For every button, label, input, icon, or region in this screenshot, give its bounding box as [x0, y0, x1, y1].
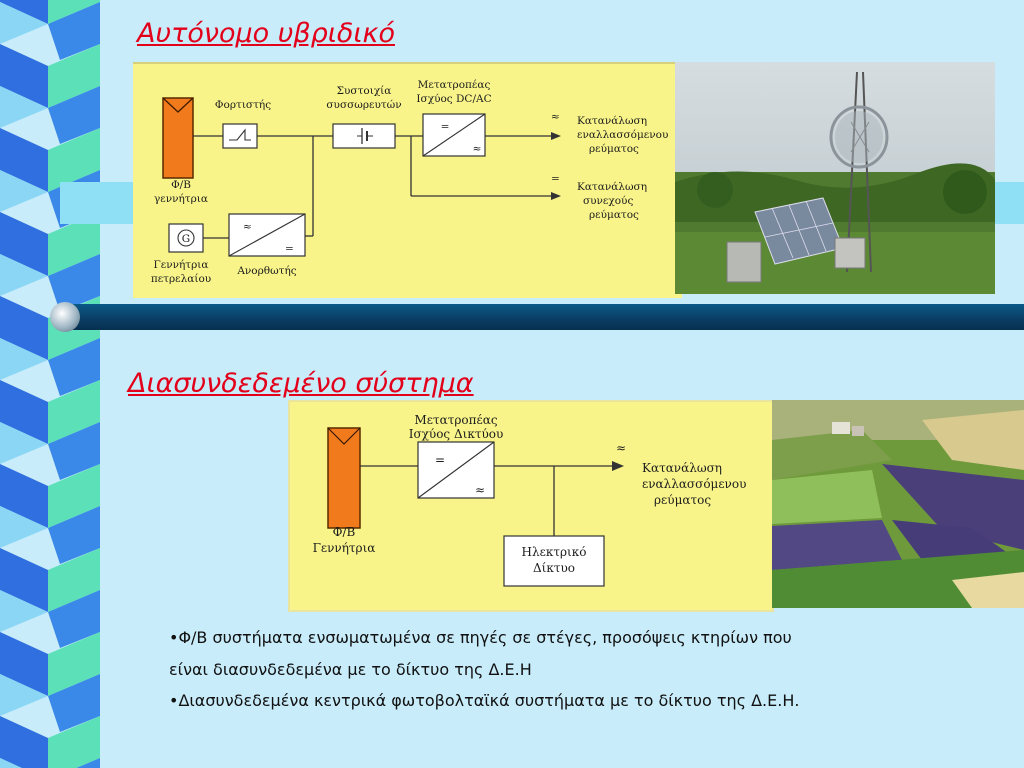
grid-label-2: Δίκτυο: [532, 561, 576, 575]
inverter-ac-symbol: ≈: [474, 483, 486, 497]
hybrid-diagram-svg: [133, 64, 682, 298]
pv-panel-icon: [328, 428, 360, 528]
inverter-dc-symbol: =: [440, 121, 450, 133]
grid-connected-diagram: [288, 400, 774, 612]
section-title-hybrid: Αυτόνομο υβριδικό: [137, 18, 395, 49]
battery-box: [333, 124, 395, 148]
rectifier-dc-symbol: =: [285, 243, 294, 255]
generator-symbol: G: [181, 233, 191, 245]
bullet-central-pv: •Διασυνδεδεμένα κεντρικά φωτοβολταϊκά συστήματα με το δίκτυο της Δ.Ε.Η.: [169, 691, 800, 710]
pv-label-1: Φ/Β: [332, 525, 356, 539]
generator-label-2: πετρελαίου: [150, 273, 212, 285]
ac-arrow: [612, 461, 624, 471]
dc-load-label-3: ρεύματος: [589, 209, 639, 221]
dc-load-label-1: Κατανάλωση: [577, 181, 647, 193]
inverter-dc-symbol: =: [434, 453, 446, 467]
inverter-label-2: Ισχύος Δικτύου: [408, 427, 504, 441]
inverter-ac-symbol: ≈: [472, 143, 482, 155]
inverter-label-1: Μετατροπέας: [414, 413, 498, 427]
inverter-label-1: Μετατροπέας: [417, 79, 491, 91]
bullet-integrated-pv-cont: είναι διασυνδεδεμένα με το δίκτυο της Δ.Ε.Η: [169, 660, 532, 679]
pv-panel-icon: [163, 98, 193, 178]
inverter-label-2: Ισχύος DC/AC: [416, 93, 492, 105]
hybrid-station-photo: [675, 62, 995, 294]
solar-farm-aerial-photo: [772, 400, 1024, 608]
ac-load-label-1: Κατανάλωση: [642, 461, 722, 475]
divider-knob: [50, 302, 80, 332]
hybrid-system-diagram: [133, 62, 682, 298]
bullet-integrated-pv: •Φ/Β συστήματα ενσωματωμένα σε πηγές σε στέγες, προσόψεις κτηρίων που: [169, 628, 792, 647]
rectifier-label: Ανορθωτής: [237, 265, 297, 277]
ac-arrow: [551, 132, 561, 140]
charger-label: Φορτιστής: [214, 99, 272, 111]
grid-diagram-svg: [290, 402, 772, 610]
battery-label-2: συσσωρευτών: [326, 99, 402, 111]
ac-symbol: ≈: [616, 441, 627, 455]
dc-arrow: [551, 192, 561, 200]
grid-label-1: Ηλεκτρικό: [521, 545, 587, 559]
dc-load-label-2: συνεχούς: [583, 195, 634, 207]
ac-load-label-3: ρεύματος: [589, 143, 639, 155]
pv-label-2: Γεννήτρια: [312, 541, 376, 555]
decorative-ribbon: [0, 0, 112, 768]
ac-symbol: ≈: [551, 111, 560, 123]
section-title-grid-connected: Διασυνδεδεμένο σύστημα: [128, 368, 474, 399]
decorative-divider-bar: [60, 304, 1024, 330]
pv-label-1: Φ/Β: [171, 179, 191, 191]
rectifier-ac-symbol: ≈: [243, 221, 252, 233]
dc-symbol: =: [551, 173, 560, 185]
ac-load-label-3: ρεύματος: [654, 493, 712, 507]
ac-load-label-2: εναλλασσόμενου: [642, 477, 747, 491]
pv-label-2: γεννήτρια: [154, 193, 208, 205]
ac-load-label-2: εναλλασσόμενου: [577, 129, 669, 141]
battery-label-1: Συστοιχία: [336, 85, 392, 97]
generator-label-1: Γεννήτρια: [153, 259, 209, 271]
ac-load-label-1: Κατανάλωση: [577, 115, 647, 127]
